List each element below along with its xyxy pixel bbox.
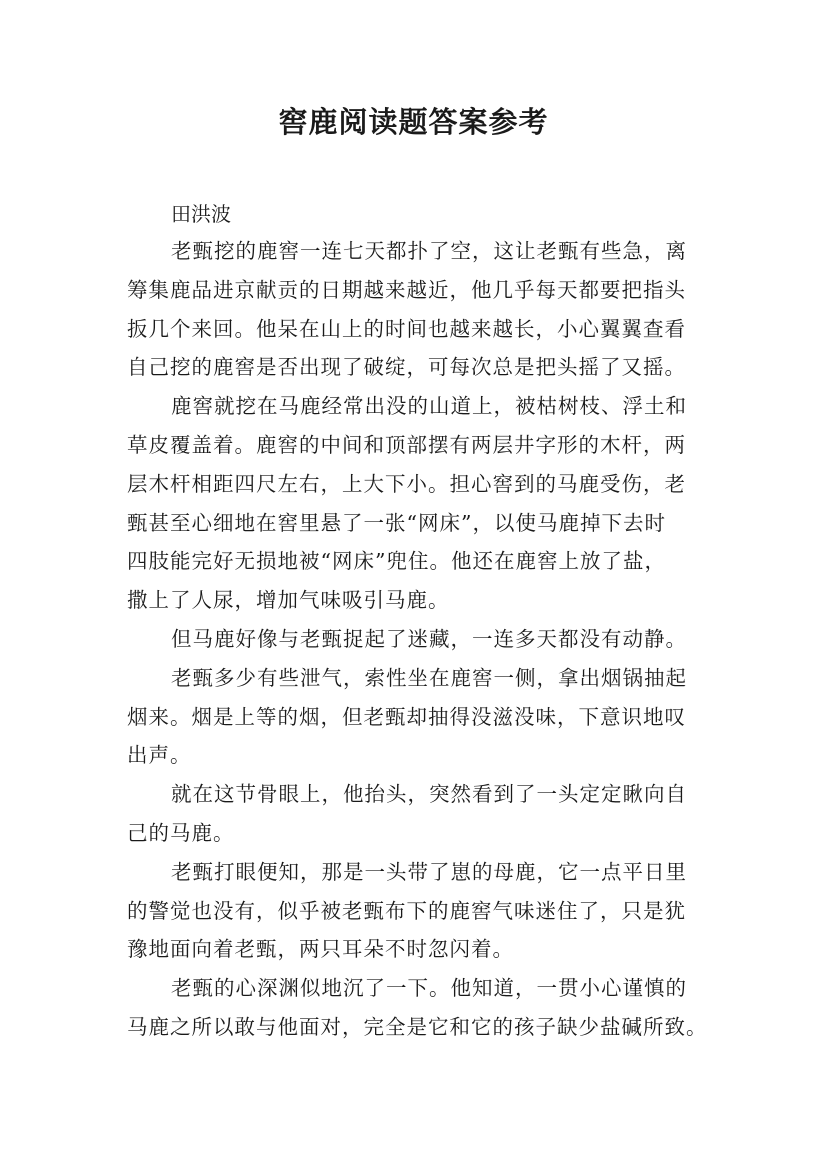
document-title: 窖鹿阅读题答案参考 — [278, 105, 549, 139]
text-line: 扳几个来回。他呆在山上的时间也越来越长，小心翼翼查看 — [127, 316, 686, 341]
text-line: 出声。 — [127, 743, 192, 768]
text-line: 筹集鹿品进京献贡的日期越来越近，他几乎每天都要把指头 — [127, 277, 686, 302]
text-line: 老甄打眼便知，那是一头带了崽的母鹿，它一点平日里 — [171, 859, 687, 884]
text-line: 己的马鹿。 — [127, 820, 235, 845]
text-line: 老甄的心深渊似地沉了一下。他知道，一贯小心谨慎的 — [171, 976, 687, 1001]
text-line: 草皮覆盖着。鹿窖的中间和顶部摆有两层井字形的木杆，两 — [127, 432, 686, 457]
text-line: 烟来。烟是上等的烟，但老甄却抽得没滋没味，下意识地叹 — [127, 704, 686, 729]
text-line: 老甄多少有些泄气，索性坐在鹿窖一侧，拿出烟锅抽起 — [171, 665, 687, 690]
text-line: 但马鹿好像与老甄捉起了迷藏，一连多天都没有动静。 — [171, 626, 687, 651]
text-line: 老甄挖的鹿窖一连七天都扑了空，这让老甄有些急，离 — [171, 239, 687, 263]
text-line: 的警觉也没有，似乎被老甄布下的鹿窖气味迷住了，只是犹 — [127, 898, 686, 923]
text-line: 鹿窖就挖在马鹿经常出没的山道上，被枯树枝、浮土和 — [171, 394, 687, 419]
text-line: 就在这节骨眼上，他抬头，突然看到了一头定定瞅向自 — [171, 782, 687, 807]
text-line: 马鹿之所以敢与他面对，完全是它和它的孩子缺少盐碱所致。 — [127, 1014, 708, 1039]
article-body — [127, 232, 727, 1047]
text-line: 豫地面向着老甄，两只耳朵不时忽闪着。 — [127, 937, 514, 962]
text-line: 撒上了人尿，增加气味吸引马鹿。 — [127, 588, 450, 613]
text-line: 自己挖的鹿窖是否出现了破绽，可每次总是把头摇了又摇。 — [127, 355, 686, 380]
text-line: 层木杆相距四尺左右，上大下小。担心窖到的马鹿受伤，老 — [127, 471, 686, 496]
author-name: 田洪波 — [171, 202, 231, 226]
text-line: 四肢能完好无损地被“网床”兜住。他还在鹿窖上放了盐， — [127, 549, 666, 574]
text-line: 甄甚至心细地在窖里悬了一张“网床”，以使马鹿掉下去时 — [127, 510, 666, 535]
